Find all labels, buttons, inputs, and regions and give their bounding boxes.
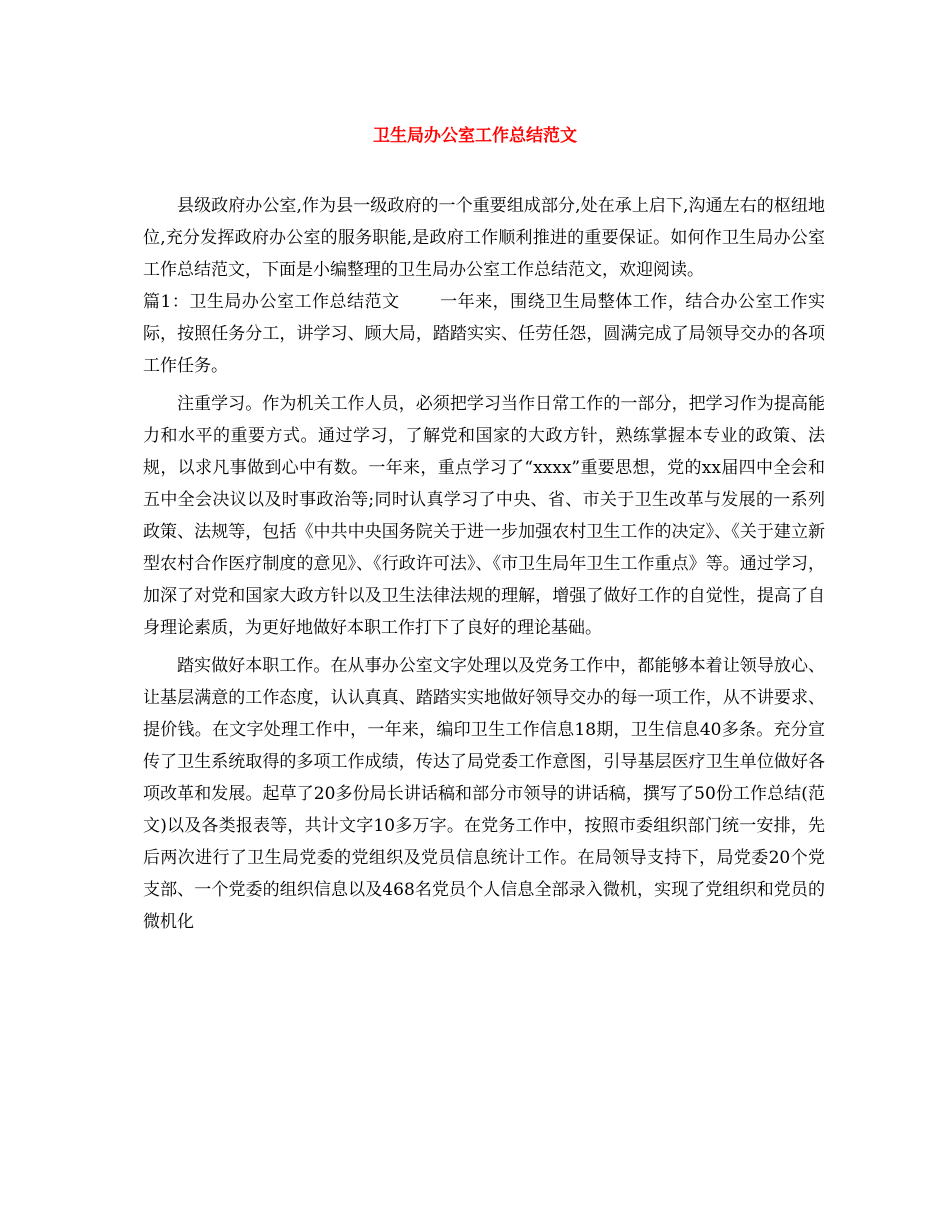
document-body <box>143 190 825 938</box>
document-title: 卫生局办公室工作总结范文 <box>373 126 577 146</box>
study-paragraph: 注重学习。作为机关工作人员，必须把学习当作日常工作的一部分，把学习作为提高能力和水平的重要方式。通过学习，了解党和国家的大政方针，熟练掌握本专业的政策、法规，以求凡事做到心中有数。一年来，重点学习了“xxxx”重要思想，党的xx届四中全会和五中全会决议以及时事政治等;同时认真学习了中央、省、市关于卫生改革与发展的一系列政策、法规等，包括《中共中央国务院关于进一步加强农村卫生工作的决定》、《关于建立新型农村合作医疗制度的意见》、《行政许可法》、《市卫生局年卫生工作重点》等。通过学习，加深了对党和国家大政方针以及卫生法律法规的理解，增强了做好工作的自觉性，提高了自身理论素质，为更好地做好本职工作打下了良好的理论基础。 <box>143 394 825 638</box>
work-paragraph: 踏实做好本职工作。在从事办公室文字处理以及党务工作中，都能够本着让领导放心、让基层满意的工作态度，认认真真、踏踏实实地做好领导交办的每一项工作，从不讲要求、提价钱。在文字处理工作中，一年来，编印卫生工作信息18期，卫生信息40多条。充分宣传了卫生系统取得的多项工作成绩，传达了局党委工作意图，引导基层医疗卫生单位做好各项改革和发展。起草了20多份局长讲话稿和部分市领导的讲话稿，撰写了50份工作总结(范文)以及各类报表等，共计文字10多万字。在党务工作中，按照市委组织部门统一安排，先后两次进行了卫生局党委的党组织及党员信息统计工作。在局领导支持下，局党委20个党支部、一个党委的组织信息以及468名党员个人信息全部录入微机，实现了党组织和党员的微机化 <box>143 656 825 932</box>
section-heading: 篇1：卫生局办公室工作总结范文 <box>143 292 400 312</box>
section-paragraph <box>143 286 825 382</box>
intro-paragraph: 县级政府办公室,作为县一级政府的一个重要组成部分,处在承上启下,沟通左右的枢纽地位,充分发挥政府办公室的服务职能,是政府工作顺利推进的重要保证。如何作卫生局办公室工作总结范文，下面是小编整理的卫生局办公室工作总结范文，欢迎阅读。 <box>143 196 825 280</box>
section-lead: 一年来，围绕卫生局整体工作，结合办公室工作实际，按照任务分工，讲学习、顾大局，踏踏实实、任劳任怨，圆满完成了局领导交办的各项工作任务。 <box>143 292 825 376</box>
